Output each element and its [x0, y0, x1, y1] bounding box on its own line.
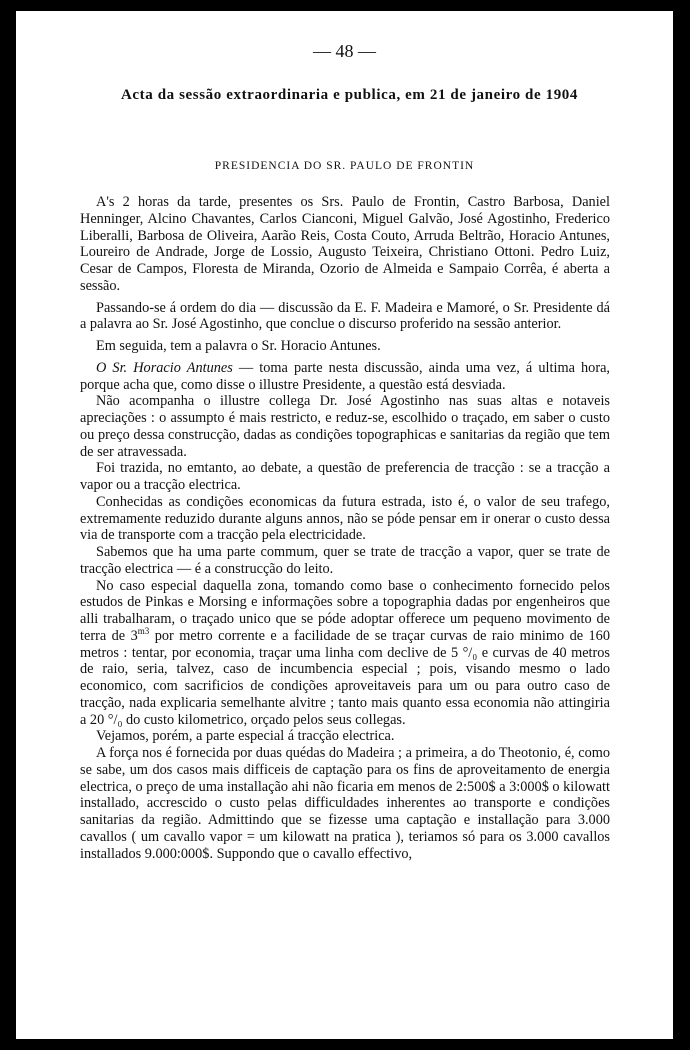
page-number: — 48 —	[313, 41, 376, 61]
paragraph-next-speaker: Em seguida, tem a palavra o Sr. Horacio Antunes.	[96, 338, 381, 354]
paragraph-speech-intro	[80, 360, 610, 394]
paragraph-speech-4: Conhecidas as condições economicas da futura estrada, isto é, o valor de seu trafego, extremamente reduzido durante alguns annos, não se póde pensar em ir onerar o custo dessa via de transporte com a tracção pela electricidade.	[80, 493, 610, 544]
document-title: Acta da sessão extraordinaria e publica, em 21 de janeiro de 1904	[120, 87, 579, 103]
paragraph-speech-5: Sabemos que ha uma parte commum, quer se trate de tracção a vapor, quer se trate de tracção electrica — é a construcção do leito.	[80, 544, 610, 577]
paragraph-order-of-day: Passando-se á ordem do dia — discussão da E. F. Madeira e Mamoré, o Sr. Presidente dá a palavra ao Sr. José Agostinho, que conclue o discurso proferido na sessão anterior.	[80, 299, 610, 333]
paragraph-speech-3: Foi trazida, no emtanto, ao debate, a questão de preferencia de tracção : se a tracção a vapor ou a tracção electrica.	[80, 460, 610, 493]
speech-intro-text: — toma parte nesta discussão, ainda uma vez, á ultima hora, porque acha que, como disse o illustre Presidente, a questão está desviada.	[80, 359, 610, 393]
paragraph-speech-7: Vejamos, porém, a parte especial á tracção electrica.	[96, 728, 395, 745]
body-text	[80, 194, 610, 862]
presidency-line: PRESIDENCIA DO SR. PAULO DE FRONTIN	[214, 160, 475, 172]
paragraph-speech-8: A força nos é fornecida por duas quédas do Madeira ; a primeira, a do Theotonio, é, como se sabe, um dos casos mais difficeis de captação para os fins de aproveitamento de energia electrica, o preço de uma installação ahi não ficaria em menos de 2:500$ a 3:000$ o kilowatt installado, accrescido o custo pelas difficuldades inherentes ao transporte e condições sanitarias da região. Admittindo que se fizesse uma captação e installação para 3.000 cavallos ( um cavallo vapor = um kilowatt na pratica ), teriamos só para os 3.000 cavallos installados 9.000:000$. Suppondo que o cavallo effectivo,	[80, 745, 610, 862]
paragraph-speech-2: Não acompanha o illustre collega Dr. José Agostinho nas suas altas e notaveis apreciações : o assumpto é mais restricto, e reduz-se, escolhido o traçado, em saber o custo ou preço dessa construcção, dadas as condições topographicas e sanitarias da região que tem de ser atravessada.	[80, 393, 610, 460]
speech-6-part-a: No caso especial daquella zona, tomando como base o conhecimento fornecido pelos estudos de Pinkas e Morsing e informações sobre a topographia dadas por engenheiros que alli trabalharam, o traçado unico que se póde adoptar offerece um pequeno movimento de terra de 3	[80, 577, 610, 644]
paragraph-speech-6	[80, 578, 610, 729]
speech-6-part-b: por metro corrente e a facilidade de se traçar curvas de raio minimo de 160 metros : tentar, por economia, traçar uma linha com declive de 5 °/₀ e curvas de 40 metros de raio, seria, talvez, caso de incumbencia especial ; pois, visando mesmo o lado economico, com sacrificios de condições aproveitaveis para um ou para outro caso de tracção, nada explicaria semelhante alvitre ; tanto mais quanto essa economia não attingiria a 20 °/₀ do custo kilometrico, orçado pelos seus collegas.	[80, 627, 610, 728]
document-page	[16, 11, 673, 1039]
paragraph-attendance: A's 2 horas da tarde, presentes os Srs. Paulo de Frontin, Castro Barbosa, Daniel Henninger, Alcino Chavantes, Carlos Cianconi, Miguel Galvão, José Agostinho, Frederico Liberalli, Barbosa de Oliveira, Aarão Reis, Costa Couto, Arruda Beltrão, Horacio Antunes, Loureiro de Andrade, Jorge de Lossio, Augusto Teixeira, Christiano Ottoni. Pedro Luiz, Cesar de Campos, Floresta de Miranda, Ozorio de Almeida e Sampaio Corrêa, é aberta a sessão.	[80, 194, 610, 294]
speaker-name: O Sr. Horacio Antunes	[96, 359, 233, 376]
cubic-meter-sup: m3	[137, 625, 150, 636]
